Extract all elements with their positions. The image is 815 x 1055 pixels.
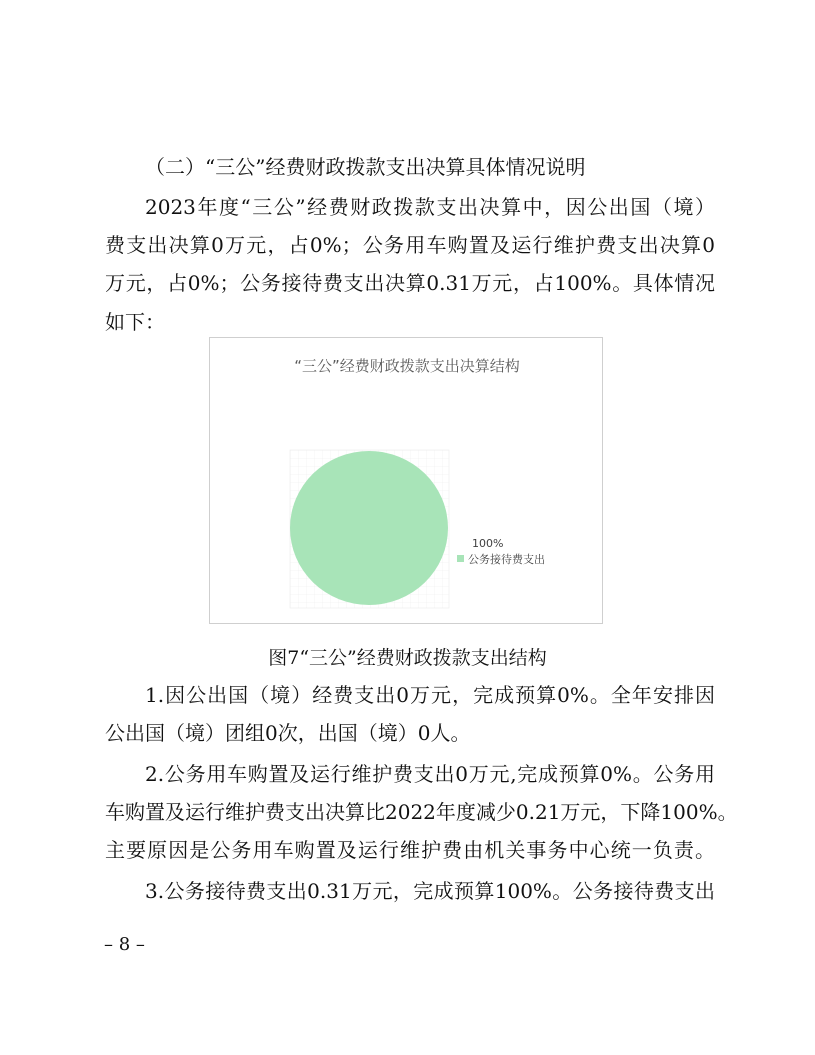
section-heading: （二）“三公”经费财政拨款支出决算具体情况说明 (145, 155, 586, 179)
chart-title: “三公”经费财政拨款支出决算结构 (294, 357, 520, 375)
page-number: – 8 – (104, 934, 145, 955)
pie-chart (209, 337, 603, 624)
paragraph-line: 费支出决算0万元，占0%；公务用车购置及运行维护费支出决算0 (105, 233, 715, 257)
slices (290, 451, 448, 605)
pie-slice (290, 451, 448, 605)
data-label: 100% (472, 537, 504, 550)
figure-caption: 图7“三公”经费财政拨款支出结构 (268, 647, 547, 669)
legend-swatch (457, 555, 464, 562)
paragraph-line: 3.公务接待费支出0.31万元，完成预算100%。公务接待费支出 (145, 879, 715, 903)
paragraph-line: 公出国（境）团组0次，出国（境）0人。 (105, 721, 471, 745)
paragraph-line: 2023年度“三公”经费财政拨款支出决算中，因公出国（境） (145, 195, 715, 219)
legend-label: 公务接待费支出 (468, 553, 545, 566)
paragraph-line: 主要原因是公务用车购置及运行维护费由机关事务中心统一负责。 (105, 838, 715, 862)
paragraph-line: 万元，占0%；公务接待费支出决算0.31万元，占100%。具体情况 (105, 271, 715, 295)
paragraph-line: 1.因公出国（境）经费支出0万元，完成预算0%。全年安排因 (145, 683, 715, 707)
paragraph-line: 如下： (105, 310, 165, 334)
paragraph-line: 车购置及运行维护费支出决算比2022年度减少0.21万元，下降100%。 (105, 800, 738, 824)
chart-plot (210, 338, 604, 625)
paragraph-line: 2.公务用车购置及运行维护费支出0万元,完成预算0%。公务用 (145, 762, 715, 786)
